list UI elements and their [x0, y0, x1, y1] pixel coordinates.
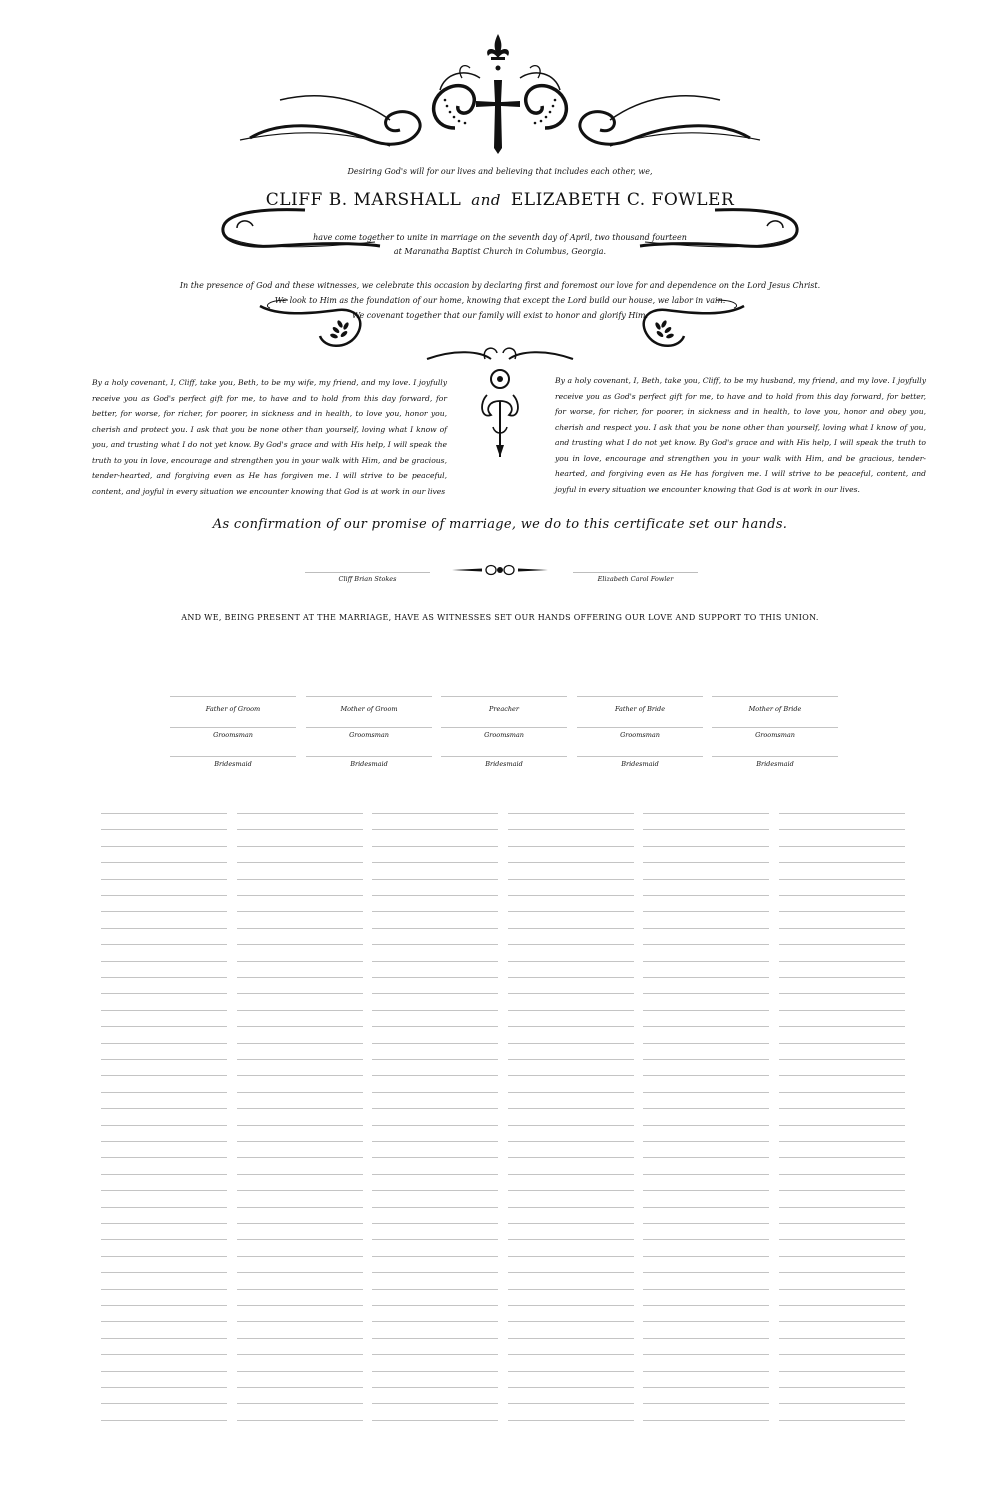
guest-signature-line[interactable] [643, 1125, 769, 1126]
guest-signature-line[interactable] [508, 1059, 634, 1060]
guest-signature-line[interactable] [643, 1026, 769, 1027]
guest-signature-line[interactable] [372, 944, 498, 945]
guest-signature-line[interactable] [643, 1157, 769, 1158]
guest-signature-line[interactable] [779, 961, 905, 962]
witness-role-label: Bridesmaid [214, 760, 252, 768]
guest-signature-line[interactable] [508, 1256, 634, 1257]
guest-signature-line[interactable] [508, 862, 634, 863]
guest-signature-line[interactable] [372, 1092, 498, 1093]
witness-role-label: Groomsman [349, 731, 389, 739]
guest-signature-line[interactable] [237, 1272, 363, 1273]
witness-signature-line[interactable] [306, 727, 432, 728]
witness-role-label: Preacher [489, 705, 519, 713]
guest-signature-line[interactable] [101, 1387, 227, 1388]
witness-role-label: Bridesmaid [485, 760, 523, 768]
witness-signature-line[interactable] [577, 727, 703, 728]
guest-signature-line[interactable] [779, 862, 905, 863]
guest-signature-line[interactable] [101, 1092, 227, 1093]
guest-signature-line[interactable] [372, 1272, 498, 1273]
guest-signature-line[interactable] [779, 1141, 905, 1142]
witness-role-label: Mother of Bride [748, 705, 802, 713]
guest-signature-line[interactable] [779, 879, 905, 880]
guest-signature-line[interactable] [779, 1174, 905, 1175]
guest-signature-line[interactable] [372, 1305, 498, 1306]
guest-signature-line[interactable] [237, 829, 363, 830]
presence-line: In the presence of God and these witnesses, we celebrate this occasion by declaring first and foremost our love for and dependence on the Lord Jesus Christ. [179, 281, 821, 290]
guest-signature-line[interactable] [237, 1026, 363, 1027]
guest-signature-line[interactable] [237, 961, 363, 962]
guest-signature-line[interactable] [372, 1010, 498, 1011]
union-line: have come together to unite in marriage on the seventh day of April, two thousand fourteen [313, 233, 687, 242]
guest-signature-line[interactable] [101, 1026, 227, 1027]
guest-signature-line[interactable] [237, 862, 363, 863]
guest-signature-line[interactable] [508, 993, 634, 994]
cross-icon [476, 80, 520, 154]
guest-signature-line[interactable] [372, 1043, 498, 1044]
guest-signature-line[interactable] [101, 1223, 227, 1224]
guest-signature-line[interactable] [508, 1239, 634, 1240]
name-connector: and [471, 191, 501, 209]
witness-signature-line[interactable] [441, 696, 567, 697]
guest-signature-line[interactable] [508, 928, 634, 929]
guest-signature-line[interactable] [643, 977, 769, 978]
guest-signature-line[interactable] [643, 1305, 769, 1306]
witness-role-label: Groomsman [213, 731, 253, 739]
guest-signature-line[interactable] [643, 1256, 769, 1257]
guest-signature-line[interactable] [779, 1010, 905, 1011]
guest-signature-line[interactable] [372, 1387, 498, 1388]
guest-signature-line[interactable] [508, 1141, 634, 1142]
guest-signature-line[interactable] [237, 1338, 363, 1339]
guest-signature-line[interactable] [372, 1059, 498, 1060]
guest-signature-line[interactable] [372, 1075, 498, 1076]
center-vow-ornament [425, 345, 575, 465]
guest-signature-line[interactable] [643, 1207, 769, 1208]
guest-signature-line[interactable] [101, 813, 227, 814]
guest-signature-line[interactable] [643, 1059, 769, 1060]
guest-signature-line[interactable] [508, 1371, 634, 1372]
witness-role-label: Bridesmaid [756, 760, 794, 768]
guest-signature-line[interactable] [508, 1387, 634, 1388]
guest-signature-line[interactable] [101, 846, 227, 847]
guest-signature-line[interactable] [101, 1075, 227, 1076]
guest-signature-line[interactable] [372, 993, 498, 994]
bride-signature-label: Elizabeth Carol Fowler [597, 575, 674, 583]
witness-role-label: Father of Groom [205, 705, 261, 713]
guest-signature-line[interactable] [779, 1223, 905, 1224]
guest-signature-line[interactable] [372, 1174, 498, 1175]
guest-signature-line[interactable] [101, 911, 227, 912]
guest-signature-line[interactable] [508, 1321, 634, 1322]
left-laurel-flourish [258, 296, 368, 356]
guest-signature-line[interactable] [508, 1092, 634, 1093]
guest-signature-line[interactable] [508, 846, 634, 847]
guest-signature-line[interactable] [101, 1239, 227, 1240]
guest-signature-line[interactable] [779, 1108, 905, 1109]
witness-signature-line[interactable] [712, 727, 838, 728]
laurel-icon [654, 320, 674, 340]
guest-signature-line[interactable] [508, 879, 634, 880]
guest-signature-line[interactable] [643, 1403, 769, 1404]
guest-signature-line[interactable] [101, 1059, 227, 1060]
guest-signature-line[interactable] [101, 993, 227, 994]
guest-signature-line[interactable] [779, 1387, 905, 1388]
guest-signature-line[interactable] [237, 1420, 363, 1421]
guest-signature-line[interactable] [372, 928, 498, 929]
guest-signature-line[interactable] [101, 829, 227, 830]
guest-signature-line[interactable] [101, 1141, 227, 1142]
guest-signature-line[interactable] [643, 1010, 769, 1011]
guest-signature-line[interactable] [237, 879, 363, 880]
guest-signature-line[interactable] [508, 1289, 634, 1290]
witness-signature-line[interactable] [170, 696, 296, 697]
guest-signature-line[interactable] [643, 1108, 769, 1109]
guest-signature-line[interactable] [237, 1305, 363, 1306]
witness-signature-line[interactable] [441, 727, 567, 728]
guest-signature-line[interactable] [508, 1190, 634, 1191]
guest-signature-line[interactable] [643, 1190, 769, 1191]
guest-signature-line[interactable] [779, 993, 905, 994]
witness-signature-line[interactable] [577, 696, 703, 697]
witness-signature-line[interactable] [306, 756, 432, 757]
guest-signature-line[interactable] [237, 1075, 363, 1076]
guest-signature-line[interactable] [779, 846, 905, 847]
presence-statement [0, 278, 1000, 323]
guest-signature-line[interactable] [643, 895, 769, 896]
guest-signature-line[interactable] [779, 1321, 905, 1322]
guest-signature-line[interactable] [643, 1239, 769, 1240]
guest-signature-line[interactable] [643, 813, 769, 814]
guest-signature-line[interactable] [237, 1059, 363, 1060]
guest-signature-line[interactable] [643, 1075, 769, 1076]
guest-signature-line[interactable] [372, 829, 498, 830]
guest-signature-line[interactable] [779, 928, 905, 929]
guest-signature-line[interactable] [372, 977, 498, 978]
guest-signature-line[interactable] [643, 1371, 769, 1372]
guest-signature-line[interactable] [779, 1305, 905, 1306]
guest-signature-line[interactable] [643, 1338, 769, 1339]
guest-signature-line[interactable] [779, 1403, 905, 1404]
guest-signature-line[interactable] [101, 1403, 227, 1404]
guest-signature-line[interactable] [508, 1403, 634, 1404]
guest-signature-line[interactable] [508, 977, 634, 978]
guest-signature-line[interactable] [643, 829, 769, 830]
guest-signature-line[interactable] [101, 1125, 227, 1126]
guest-signature-line[interactable] [372, 1239, 498, 1240]
guest-signature-line[interactable] [101, 1010, 227, 1011]
laurel-icon [330, 320, 350, 340]
guest-signature-line[interactable] [643, 1387, 769, 1388]
guest-signature-line[interactable] [643, 1420, 769, 1421]
guest-signature-line[interactable] [643, 911, 769, 912]
guest-signature-line[interactable] [237, 895, 363, 896]
guest-signature-line[interactable] [372, 895, 498, 896]
confirmation-line: As confirmation of our promise of marriage, we do to this certificate set our hands. [212, 517, 788, 532]
guest-signature-line[interactable] [372, 1338, 498, 1339]
groom-vow: By a holy covenant, I, Cliff, take you, Beth, to be my wife, my friend, and my love. I joyfully receive you as God's perfect gift for me, to have and to hold from this day forward, for better, for worse, for richer, for poorer, in sickness and in health, to love you, honor you, cherish and protect you. I ask that you be none other than yourself, loving what I know of you, and trusting what I do not yet know. By God's grace and with His help, I will speak the truth to you in love, encourage and strengthen you in your walk with Him, and be gracious, tender-hearted, and forgiving even as He has forgiven me. I will strive to be peaceful, content, and joyful in every situation we encounter knowing that God is at work in our lives [92, 378, 447, 496]
guest-signature-line[interactable] [372, 1125, 498, 1126]
witness-role-label: Groomsman [484, 731, 524, 739]
guest-signature-line[interactable] [237, 1239, 363, 1240]
guest-signature-line[interactable] [237, 1108, 363, 1109]
guest-signature-line[interactable] [101, 895, 227, 896]
guest-signature-line[interactable] [508, 1305, 634, 1306]
guest-signature-line[interactable] [237, 846, 363, 847]
guest-signature-line[interactable] [101, 1190, 227, 1191]
guest-signature-line[interactable] [101, 879, 227, 880]
guest-signature-line[interactable] [779, 1026, 905, 1027]
guest-signature-line[interactable] [372, 879, 498, 880]
fleur-de-lis-icon [487, 34, 509, 71]
guest-signature-line[interactable] [101, 1174, 227, 1175]
guest-signature-line[interactable] [372, 1321, 498, 1322]
witness-signature-line[interactable] [577, 756, 703, 757]
guest-signature-line[interactable] [372, 1026, 498, 1027]
guest-signature-line[interactable] [237, 944, 363, 945]
witness-role-label: Groomsman [620, 731, 660, 739]
guest-signature-line[interactable] [237, 977, 363, 978]
guest-signature-line[interactable] [508, 895, 634, 896]
guest-signature-line[interactable] [779, 1338, 905, 1339]
guest-signature-line[interactable] [779, 1354, 905, 1355]
guest-signature-line[interactable] [508, 1010, 634, 1011]
guest-signature-line[interactable] [237, 1403, 363, 1404]
guest-signature-line[interactable] [101, 1354, 227, 1355]
guest-signature-line[interactable] [101, 961, 227, 962]
guest-signature-line[interactable] [372, 1141, 498, 1142]
guest-signature-line[interactable] [101, 1371, 227, 1372]
guest-signature-line[interactable] [237, 1157, 363, 1158]
guest-signature-line[interactable] [508, 1125, 634, 1126]
witness-role-label: Mother of Groom [340, 705, 398, 713]
bride-signature-line[interactable] [573, 572, 698, 573]
guest-signature-line[interactable] [779, 1157, 905, 1158]
guest-signature-line[interactable] [508, 1338, 634, 1339]
intro-line: Desiring God's will for our lives and believing that includes each other, we, [347, 167, 653, 176]
guest-signature-line[interactable] [237, 1289, 363, 1290]
guest-signature-line[interactable] [372, 813, 498, 814]
guest-signature-line[interactable] [101, 1305, 227, 1306]
guest-signature-line[interactable] [508, 1157, 634, 1158]
guest-signature-line[interactable] [372, 1207, 498, 1208]
guest-signature-line[interactable] [779, 895, 905, 896]
guest-signature-line[interactable] [237, 1321, 363, 1322]
guest-signature-line[interactable] [508, 1207, 634, 1208]
guest-signature-line[interactable] [372, 1157, 498, 1158]
guest-signature-line[interactable] [237, 1256, 363, 1257]
guest-signature-line[interactable] [508, 1174, 634, 1175]
guest-signature-line[interactable] [101, 928, 227, 929]
ornament-divider-icon [452, 562, 548, 578]
guest-signature-line[interactable] [643, 1272, 769, 1273]
witness-signature-line[interactable] [170, 727, 296, 728]
guest-signature-line[interactable] [237, 928, 363, 929]
guest-signature-line[interactable] [779, 1125, 905, 1126]
guest-signature-line[interactable] [237, 1010, 363, 1011]
guest-signature-line[interactable] [779, 1239, 905, 1240]
guest-signature-line[interactable] [508, 1354, 634, 1355]
guest-signature-line[interactable] [101, 862, 227, 863]
groom-signature-label: Cliff Brian Stokes [338, 575, 397, 583]
guest-signature-line[interactable] [372, 1223, 498, 1224]
guest-signature-line[interactable] [508, 944, 634, 945]
guest-signature-line[interactable] [643, 1174, 769, 1175]
guest-signature-line[interactable] [237, 1174, 363, 1175]
guest-signature-line[interactable] [101, 944, 227, 945]
bride-vow: By a holy covenant, I, Beth, take you, Cliff, to be my husband, my friend, and my love. I joyfully receive you as God's perfect gift for me, to have and to hold from this day forward, for better, for worse, for richer, for poorer, in sickness and in health, to love you, honor and obey you, cherish and respect you. I ask that you be none other than yourself, loving what I know of you, and trusting what I do not yet know. By God's grace and with His help, I will speak the truth to you in love, encourage and strengthen you in your walk with Him, and be gracious, tender-hearted, and forgiving even as He has forgiven me. I will strive to be peaceful, content, and joyful in every situation we encounter knowing that God is at work in our lives. [555, 376, 926, 494]
guest-signature-line[interactable] [779, 1289, 905, 1290]
guest-signature-line[interactable] [508, 813, 634, 814]
guest-signature-line[interactable] [101, 1321, 227, 1322]
guest-signature-line[interactable] [643, 1043, 769, 1044]
guest-signature-line[interactable] [508, 911, 634, 912]
guest-signature-line[interactable] [508, 1223, 634, 1224]
guest-signature-line[interactable] [101, 1289, 227, 1290]
guest-signature-line[interactable] [643, 961, 769, 962]
guest-signature-line[interactable] [779, 911, 905, 912]
guest-signature-line[interactable] [779, 1190, 905, 1191]
guest-signature-line[interactable] [779, 1043, 905, 1044]
witness-signature-line[interactable] [712, 696, 838, 697]
guest-signature-line[interactable] [508, 1420, 634, 1421]
guest-signature-line[interactable] [237, 1125, 363, 1126]
guest-signature-line[interactable] [372, 1371, 498, 1372]
guest-signature-line[interactable] [779, 1207, 905, 1208]
guest-signature-line[interactable] [643, 928, 769, 929]
witness-signature-line[interactable] [306, 696, 432, 697]
guest-signature-line[interactable] [237, 1354, 363, 1355]
guest-signature-line[interactable] [372, 1256, 498, 1257]
union-line: at Maranatha Baptist Church in Columbus, Georgia. [393, 247, 607, 256]
witness-heading: AND WE, BEING PRESENT AT THE MARRIAGE, HAVE AS WITNESSES SET OUR HANDS OFFERING OUR LOVE AND SUPPORT TO THIS UNION. [181, 613, 819, 622]
guest-signature-line[interactable] [779, 1075, 905, 1076]
witness-signature-line[interactable] [441, 756, 567, 757]
witness-signature-line[interactable] [712, 756, 838, 757]
guest-signature-line[interactable] [237, 1207, 363, 1208]
right-laurel-flourish [636, 296, 746, 356]
guest-signature-line[interactable] [372, 1420, 498, 1421]
guest-signature-line[interactable] [779, 977, 905, 978]
guest-signature-line[interactable] [643, 1223, 769, 1224]
guest-signature-line[interactable] [643, 993, 769, 994]
guest-signature-line[interactable] [101, 1338, 227, 1339]
guest-signature-line[interactable] [372, 961, 498, 962]
guest-signature-line[interactable] [779, 813, 905, 814]
guest-signature-line[interactable] [643, 1289, 769, 1290]
guest-signature-line[interactable] [643, 1141, 769, 1142]
guest-signature-line[interactable] [779, 1272, 905, 1273]
guest-signature-line[interactable] [508, 1026, 634, 1027]
union-statement [0, 231, 1000, 259]
presence-line: We look to Him as the foundation of our home, knowing that except the Lord build our house, we labor in vain. [274, 296, 726, 305]
guest-signature-line[interactable] [101, 977, 227, 978]
guest-signature-line[interactable] [372, 1108, 498, 1109]
guest-signature-line[interactable] [372, 1190, 498, 1191]
guest-signature-line[interactable] [779, 944, 905, 945]
guest-signature-line[interactable] [237, 911, 363, 912]
guest-signature-line[interactable] [237, 1092, 363, 1093]
top-flourish-ornament [240, 28, 760, 163]
bride-name: ELIZABETH C. FOWLER [510, 190, 735, 210]
guest-signature-line[interactable] [101, 1272, 227, 1273]
guest-signature-line[interactable] [779, 829, 905, 830]
guest-signature-line[interactable] [508, 1108, 634, 1109]
guest-signature-line[interactable] [237, 1387, 363, 1388]
guest-signature-line[interactable] [508, 961, 634, 962]
witness-role-label: Groomsman [755, 731, 795, 739]
guest-signature-line[interactable] [643, 862, 769, 863]
guest-signature-line[interactable] [643, 1092, 769, 1093]
presence-line: We covenant together that our family will exist to honor and glorify Him. [351, 311, 649, 320]
guest-signature-line[interactable] [779, 1371, 905, 1372]
guest-signature-line[interactable] [372, 846, 498, 847]
guest-signature-line[interactable] [101, 1207, 227, 1208]
guest-signature-line[interactable] [508, 1075, 634, 1076]
guest-signature-line[interactable] [779, 1059, 905, 1060]
guest-signature-line[interactable] [372, 1403, 498, 1404]
witness-role-label: Bridesmaid [621, 760, 659, 768]
guest-signature-line[interactable] [101, 1256, 227, 1257]
guest-signature-line[interactable] [237, 1371, 363, 1372]
guest-signature-line[interactable] [508, 829, 634, 830]
groom-signature-line[interactable] [305, 572, 430, 573]
guest-signature-line[interactable] [237, 1043, 363, 1044]
witness-signature-line[interactable] [170, 756, 296, 757]
guest-signature-line[interactable] [372, 1354, 498, 1355]
guest-signature-line[interactable] [779, 1420, 905, 1421]
witness-role-label: Father of Bride [614, 705, 666, 713]
guest-signature-line[interactable] [643, 1354, 769, 1355]
guest-signature-line[interactable] [101, 1420, 227, 1421]
guest-signature-line[interactable] [779, 1256, 905, 1257]
guest-signature-line[interactable] [237, 1223, 363, 1224]
guest-signature-line[interactable] [372, 1289, 498, 1290]
guest-signature-line[interactable] [372, 911, 498, 912]
guest-signature-line[interactable] [237, 1141, 363, 1142]
guest-signature-line[interactable] [101, 1043, 227, 1044]
guest-signature-line[interactable] [372, 862, 498, 863]
guest-signature-line[interactable] [508, 1272, 634, 1273]
guest-signature-line[interactable] [237, 993, 363, 994]
guest-signature-line[interactable] [643, 846, 769, 847]
guest-signature-line[interactable] [237, 1190, 363, 1191]
guest-signature-line[interactable] [643, 1321, 769, 1322]
guest-signature-line[interactable] [779, 1092, 905, 1093]
groom-name: CLIFF B. MARSHALL [265, 190, 462, 210]
witness-role-label: Bridesmaid [350, 760, 388, 768]
guest-signature-line[interactable] [237, 813, 363, 814]
guest-signature-line[interactable] [508, 1043, 634, 1044]
guest-signature-line[interactable] [101, 1157, 227, 1158]
guest-signature-line[interactable] [643, 944, 769, 945]
guest-signature-line[interactable] [643, 879, 769, 880]
guest-signature-line[interactable] [101, 1108, 227, 1109]
